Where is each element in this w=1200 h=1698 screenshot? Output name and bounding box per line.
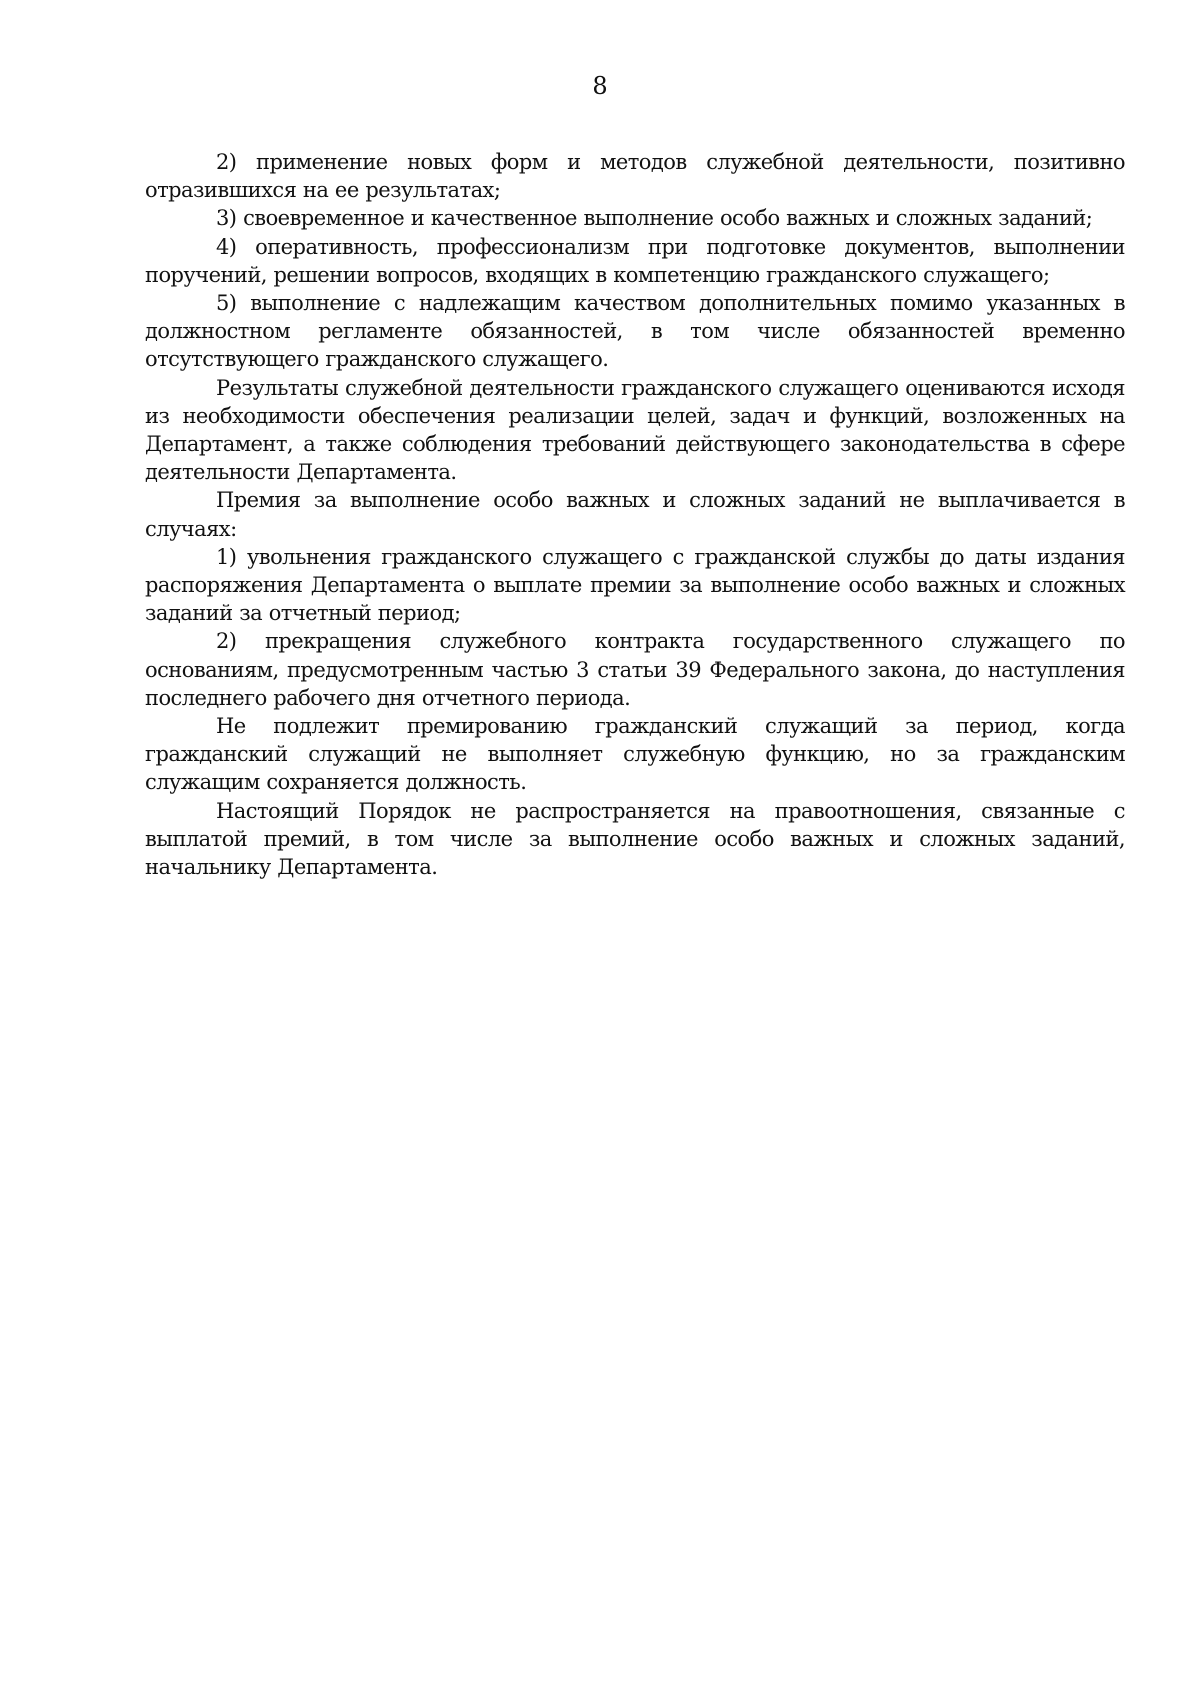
- paragraph-criterion-5: 5) выполнение с надлежащим качеством дополнительных помимо указанных в должностном регламенте обязанностей, в том числе обязанностей временно отсутствующего гражданского служащего.: [145, 291, 1125, 372]
- paragraph-evaluation: Результаты служебной деятельности гражданского служащего оцениваются исходя из необходимости обеспечения реализации целей, задач и функций, возложенных на Департамент, а также соблюдения требований действующего законодательства в сфере деятельности Департамента.: [145, 375, 1125, 485]
- paragraph-criterion-4: 4) оперативность, профессионализм при подготовке документов, выполнении поручений, решении вопросов, входящих в компетенцию гражданского служащего;: [145, 234, 1125, 287]
- paragraph-non-payment-case-2: 2) прекращения служебного контракта государственного служащего по основаниям, предусмотренным частью 3 статьи 39 Федерального закона, до наступления последнего рабочего дня отчетного периода.: [145, 629, 1125, 710]
- paragraph-criterion-2: 2) применение новых форм и методов служебной деятельности, позитивно отразившихся на ее результатах;: [145, 150, 1125, 203]
- document-body: [145, 148, 1125, 881]
- paragraph-scope: Настоящий Порядок не распространяется на правоотношения, связанные с выплатой премий, в том числе за выполнение особо важных и сложных заданий, начальнику Департамента.: [145, 798, 1125, 880]
- paragraph-criterion-3: 3) своевременное и качественное выполнение особо важных и сложных заданий;: [216, 206, 1093, 231]
- paragraph-no-bonus: Не подлежит премированию гражданский служащий за период, когда гражданский служащий не выполняет служебную функцию, но за гражданским служащим сохраняется должность.: [145, 714, 1125, 795]
- paragraph-non-payment-intro: Премия за выполнение особо важных и сложных заданий не выплачивается в случаях:: [145, 488, 1125, 541]
- paragraph-non-payment-case-1: 1) увольнения гражданского служащего с гражданской службы до даты издания распоряжения Департамента о выплате премии за выполнение особо важных и сложных заданий за отчетный период;: [145, 544, 1125, 626]
- page-number: 8: [592, 72, 608, 100]
